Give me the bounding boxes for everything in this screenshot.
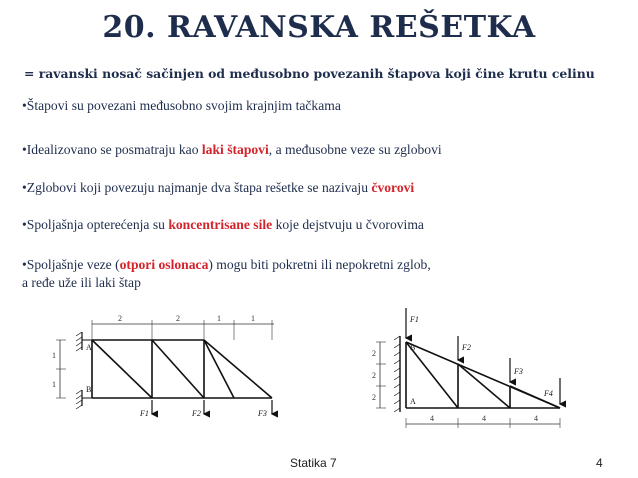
right-node-label-a: A [410,397,416,406]
bullet-3-highlight: čvorovi [371,180,415,195]
bullet-5-highlight: otpori oslonaca [119,257,209,272]
truss-members-right [406,342,560,408]
right-left-dim-2: 2 [372,371,376,380]
bullet-1-text: •Štapovi su povezani međusobno svojim krajnjim tačkama [22,98,341,113]
bullet-5 [22,256,431,292]
bottom-dim-3: 4 [534,414,538,423]
top-dim-4: 1 [251,314,255,323]
right-force-label-f2: F2 [462,343,471,352]
bullet-2 [22,142,442,158]
bullet-2-highlight: laki štapovi [201,142,269,157]
force-label-f1: F1 [140,409,149,418]
page-number: 4 [596,456,603,470]
slide-title: 20. RAVANSKA REŠETKA [102,10,536,45]
top-dim-2: 2 [176,314,180,323]
force-label-f3: F3 [258,409,267,418]
left-dim-2: 1 [52,380,56,389]
bullet-3 [22,180,414,196]
bullet-4 [22,217,424,233]
truss-figure-right [370,300,592,432]
right-force-label-f1: F1 [410,315,419,324]
right-node-label-b: B [410,343,416,352]
node-label-a: A [86,343,92,352]
bottom-dim-1: 4 [430,414,434,423]
top-dim-3: 1 [217,314,221,323]
bullet-5-line2: a ređe uže ili laki štap [22,275,141,290]
bottom-dim-2: 4 [482,414,486,423]
bullet-2-text: •Idealizovano se posmatraju kao [22,142,202,157]
definition-line: = ravanski nosač sačinjen od međusobno povezanih štapova koji čine krutu celinu [24,66,595,81]
node-label-b: B [86,385,92,394]
right-left-dim-3: 2 [372,393,376,402]
right-force-label-f4: F4 [544,389,553,398]
bullet-4-rest: koje dejstvuju u čvorovima [272,217,424,232]
bullet-4-text: •Spoljašnja opterećenja su [22,217,169,232]
bullet-2-rest: , a međusobne veze su zglobovi [268,142,442,157]
top-dim-1: 2 [118,314,122,323]
force-label-f2: F2 [192,409,201,418]
footer-center: Statika 7 [290,456,337,470]
bullet-5-text: •Spoljašnje veze ( [22,257,120,272]
bullet-5-rest: ) mogu biti pokretni ili nepokretni zglob, [208,257,431,272]
truss-members [92,340,272,398]
bullet-1 [22,98,341,114]
truss-figure-left [44,310,284,430]
right-force-label-f3: F3 [514,367,523,376]
bullet-4-highlight: koncentrisane sile [168,217,273,232]
right-left-dim-1: 2 [372,349,376,358]
bullet-3-text: •Zglobovi koji povezuju najmanje dva štapa rešetke se nazivaju [22,180,372,195]
left-dim-1: 1 [52,351,56,360]
